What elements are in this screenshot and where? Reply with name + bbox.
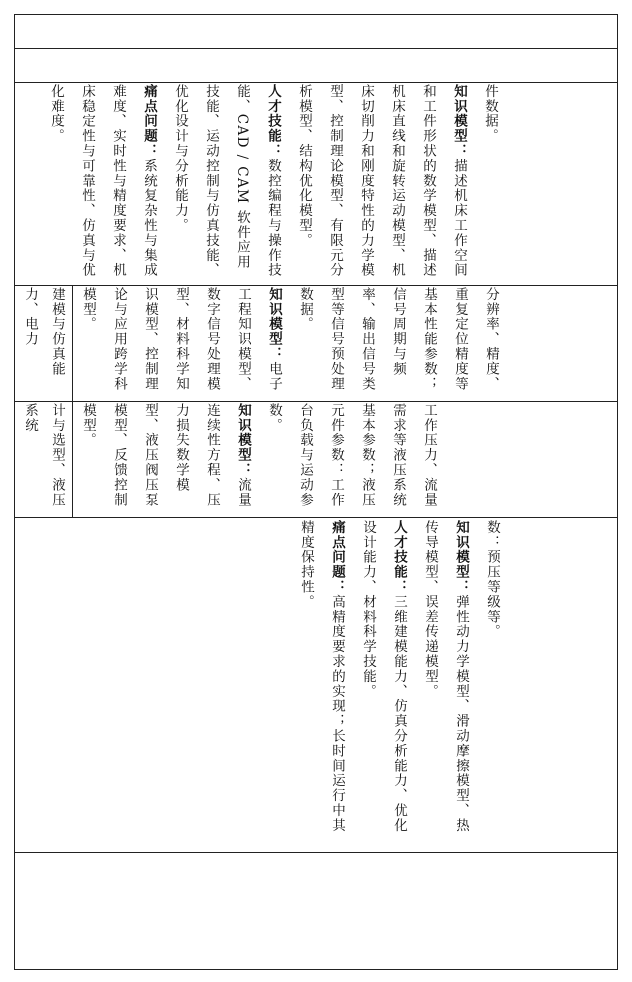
section-a-skills-label: 人才技能：	[265, 84, 281, 159]
section-a-col1: 件数据。	[482, 84, 498, 144]
row-divider	[14, 48, 618, 49]
row-divider	[14, 285, 618, 286]
section-b	[72, 287, 616, 400]
section-b-knowledge-text: 电子工程知识模型、数字信号处理模型、材料科学知识模型、控制理论与应用跨学科模型。	[80, 287, 282, 392]
section-b-knowledge-label: 知识模型：	[266, 287, 282, 362]
section-c-skills	[16, 403, 72, 516]
section-d-col1: 数：预压等级等。	[484, 520, 500, 640]
section-d-pain-text: 高精度要求的实现；长时间运行中其精度保持性。	[298, 520, 345, 833]
section-a-pain-text: 系统复杂性与集成难度、实时性与精度要求、机床稳定性与可靠性、仿真与优化难度。	[48, 84, 157, 278]
section-d	[290, 520, 616, 850]
section-c-col1: 工作压力、流量需求等液压系统基本参数；液压元件参数：工作台负载与运动参数。	[266, 403, 437, 508]
row-divider	[14, 517, 618, 518]
section-d-pain-label: 痛点问题：	[329, 520, 345, 595]
section-c-knowledge-label: 知识模型：	[235, 403, 251, 478]
section-d-skills-text: 三维建模能力、仿真分析能力、优化设计能力、材料科学技能。	[360, 520, 407, 833]
section-a	[40, 84, 616, 284]
row-divider	[14, 82, 618, 83]
section-b-col1: 分辨率、精度、重复定位精度等基本性能参数；信号周期与频率、输出信号类型等信号预处理数据。	[297, 287, 499, 392]
section-a-skills-text: 数控编程与操作技能、CAD / CAM 软件应用技能、运动控制与仿真技能、优化设计与分析能力。	[172, 84, 281, 278]
section-b-skills	[16, 287, 72, 400]
section-c-knowledge-text: 流量连续性方程、压力损失数学模型、液压阀压泵模型、反馈控制模型。	[80, 403, 251, 508]
section-c	[72, 403, 616, 516]
section-d-knowledge-label: 知识模型：	[453, 520, 469, 595]
section-a-knowledge-label: 知识模型：	[451, 84, 467, 159]
section-c-skills-text: 计与选型、液压系统	[22, 403, 65, 508]
row-divider	[14, 852, 618, 853]
section-a-pain-label: 痛点问题：	[141, 84, 157, 159]
section-d-knowledge-text: 弹性动力学模型、滑动摩擦模型、热传导模型、误差传递模型。	[422, 520, 469, 833]
section-a-knowledge-text: 描述机床工作空间和工件形状的数学模型、描述机床直线和旋转运动模型、机床切削力和刚度特性的力学模型、控制理论模型、有限元分析模型、结构优化模型。	[296, 84, 467, 278]
section-d-skills-label: 人才技能：	[391, 520, 407, 595]
section-b-skills-text: 建模与仿真能力、电力	[22, 287, 65, 377]
row-divider	[14, 401, 618, 402]
